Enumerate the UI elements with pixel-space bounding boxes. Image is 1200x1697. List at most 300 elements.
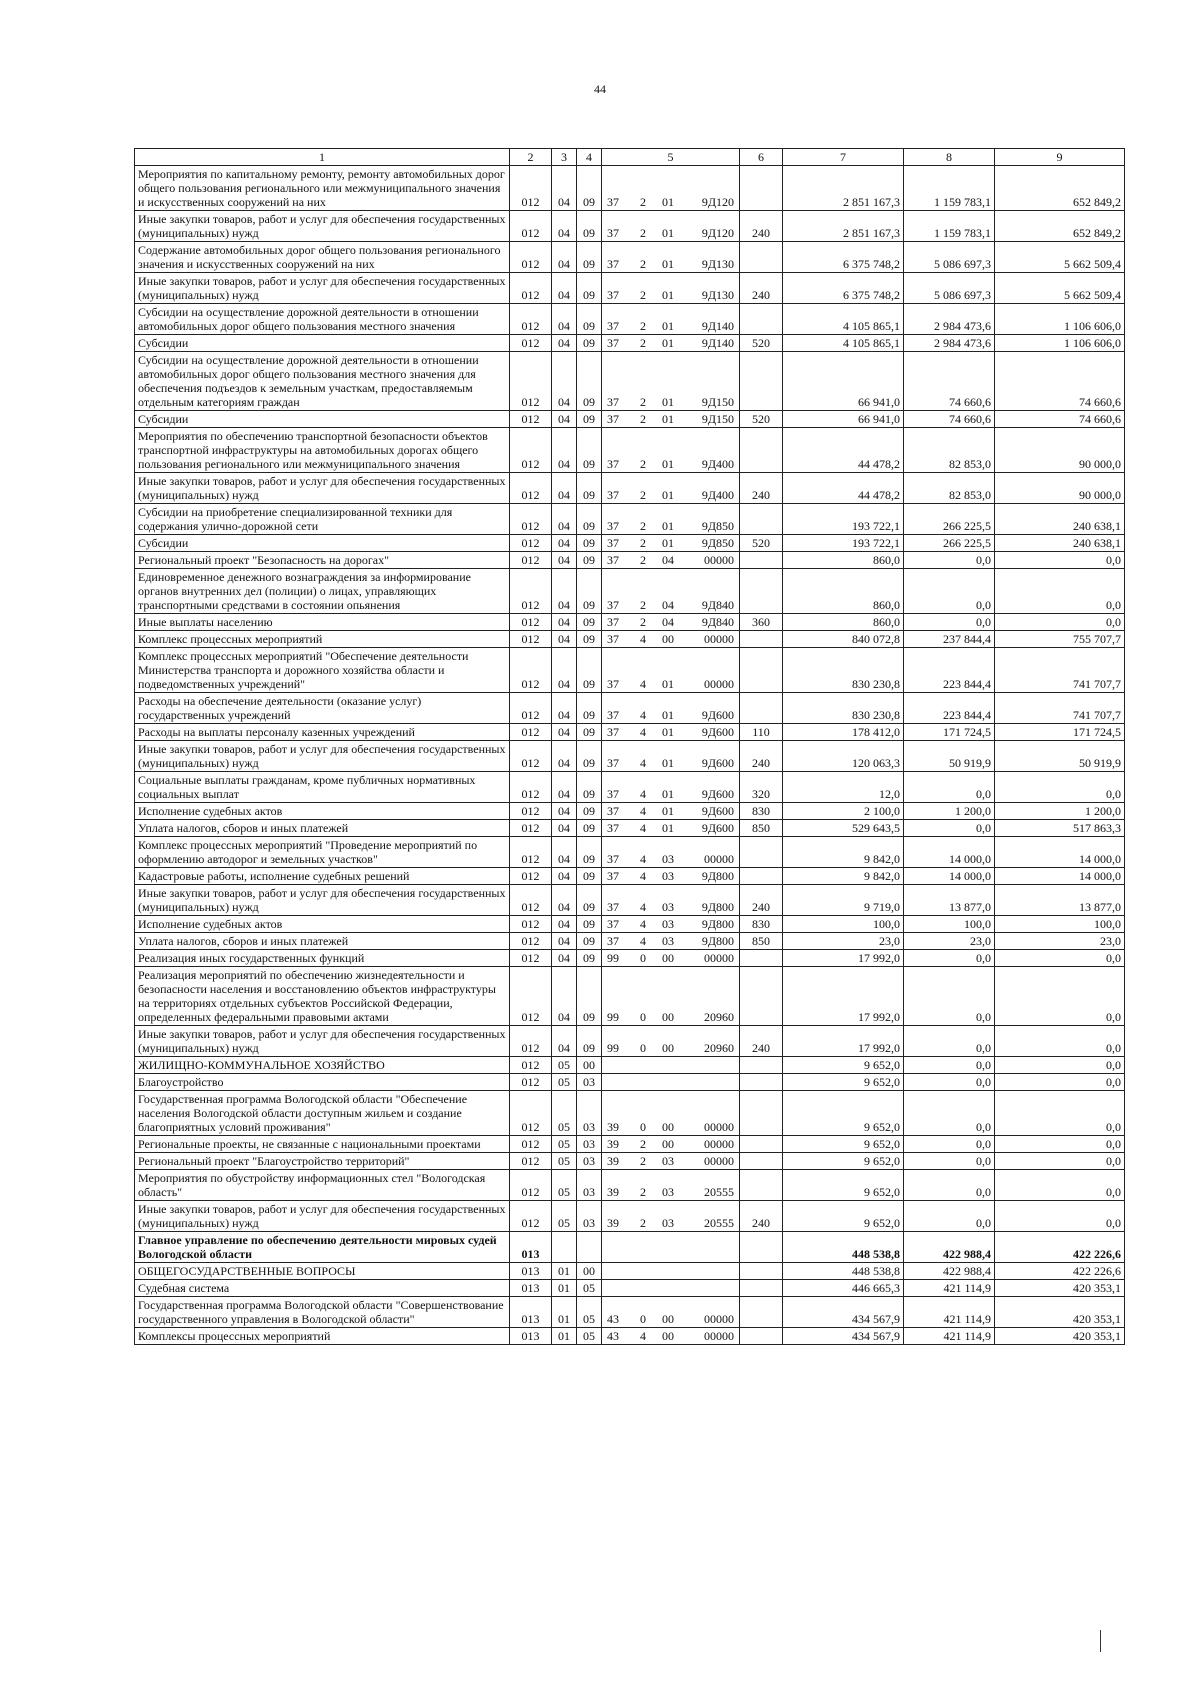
expense-type-code: 110 (740, 724, 783, 741)
amount-year-1: 860,0 (783, 614, 904, 631)
target-article-code (602, 166, 740, 211)
table-row (135, 693, 1125, 724)
expense-type-code (740, 693, 783, 724)
target-article-part: 01 (662, 756, 674, 770)
target-article-part: 2 (640, 1154, 646, 1168)
expense-type-code (740, 352, 783, 411)
amount-year-3: 100,0 (995, 916, 1125, 933)
row-name: Субсидии (135, 411, 510, 428)
row-name: Иные закупки товаров, работ и услуг для обеспечения государственных (муниципальных) нужд (135, 473, 510, 504)
section-code: 04 (552, 820, 577, 837)
amount-year-3: 652 849,2 (995, 166, 1125, 211)
target-article-part: 03 (662, 917, 674, 931)
subsection-code: 00 (577, 1263, 602, 1280)
target-article-part: 00000 (704, 632, 734, 646)
section-code: 04 (552, 304, 577, 335)
target-article-part: 37 (607, 457, 619, 471)
amount-year-1: 23,0 (783, 933, 904, 950)
amount-year-3: 1 106 606,0 (995, 304, 1125, 335)
target-article-part: 37 (607, 412, 619, 426)
target-article-part: 2 (640, 319, 646, 333)
table-row (135, 631, 1125, 648)
row-name: Региональный проект "Благоустройство территорий" (135, 1153, 510, 1170)
target-article-part: 9Д850 (701, 536, 734, 550)
subsection-code: 03 (577, 1153, 602, 1170)
table-row (135, 1201, 1125, 1232)
amount-year-1: 12,0 (783, 772, 904, 803)
table-row (135, 428, 1125, 473)
expense-type-code: 830 (740, 803, 783, 820)
amount-year-1: 4 105 865,1 (783, 304, 904, 335)
amount-year-1: 17 992,0 (783, 1026, 904, 1057)
target-article-code (602, 1280, 740, 1297)
expense-type-code: 240 (740, 1026, 783, 1057)
margin-mark (1100, 1630, 1101, 1652)
target-article-part: 01 (662, 257, 674, 271)
expense-type-code (740, 1263, 783, 1280)
row-name: Комплекс процессных мероприятий (135, 631, 510, 648)
target-article-part: 01 (662, 412, 674, 426)
amount-year-2: 0,0 (904, 967, 995, 1026)
section-code: 05 (552, 1091, 577, 1136)
budget-table (134, 148, 1125, 1345)
header-cell: 4 (577, 149, 602, 166)
amount-year-3: 0,0 (995, 1170, 1125, 1201)
amount-year-3: 0,0 (995, 772, 1125, 803)
amount-year-1: 446 665,3 (783, 1280, 904, 1297)
subsection-code: 09 (577, 273, 602, 304)
target-article-code (602, 693, 740, 724)
section-code: 04 (552, 335, 577, 352)
amount-year-1: 120 063,3 (783, 741, 904, 772)
target-article-part: 4 (640, 632, 646, 646)
target-article-code (602, 1074, 740, 1091)
target-article-part: 01 (662, 821, 674, 835)
amount-year-3: 0,0 (995, 1091, 1125, 1136)
target-article-code (602, 820, 740, 837)
table-row (135, 933, 1125, 950)
table-row (135, 803, 1125, 820)
amount-year-3: 0,0 (995, 1136, 1125, 1153)
ministry-code: 013 (510, 1232, 552, 1263)
row-name: Иные закупки товаров, работ и услуг для обеспечения государственных (муниципальных) нужд (135, 741, 510, 772)
target-article-part: 0 (640, 1041, 646, 1055)
amount-year-1: 2 100,0 (783, 803, 904, 820)
amount-year-2: 82 853,0 (904, 473, 995, 504)
target-article-part: 01 (662, 488, 674, 502)
section-code: 01 (552, 1297, 577, 1328)
amount-year-2: 23,0 (904, 933, 995, 950)
subsection-code: 09 (577, 741, 602, 772)
table-row (135, 820, 1125, 837)
target-article-part: 0 (640, 1312, 646, 1326)
target-article-part: 37 (607, 395, 619, 409)
target-article-part: 4 (640, 787, 646, 801)
target-article-code (602, 950, 740, 967)
section-code: 04 (552, 631, 577, 648)
amount-year-3: 171 724,5 (995, 724, 1125, 741)
table-row (135, 1153, 1125, 1170)
subsection-code: 09 (577, 166, 602, 211)
section-code: 04 (552, 868, 577, 885)
target-article-part: 9Д150 (701, 395, 734, 409)
target-article-part: 01 (662, 677, 674, 691)
amount-year-2: 0,0 (904, 820, 995, 837)
target-article-code (602, 335, 740, 352)
target-article-part: 01 (662, 288, 674, 302)
section-code: 04 (552, 916, 577, 933)
amount-year-1: 860,0 (783, 552, 904, 569)
target-article-part: 00 (662, 1120, 674, 1134)
target-article-part: 2 (640, 1137, 646, 1151)
target-article-part: 9Д150 (701, 412, 734, 426)
ministry-code: 012 (510, 552, 552, 569)
row-name: Социальные выплаты гражданам, кроме публичных нормативных социальных выплат (135, 772, 510, 803)
target-article-part: 37 (607, 632, 619, 646)
row-name: Иные закупки товаров, работ и услуг для обеспечения государственных (муниципальных) нужд (135, 1201, 510, 1232)
target-article-part: 01 (662, 804, 674, 818)
ministry-code: 012 (510, 335, 552, 352)
table-row (135, 837, 1125, 868)
table-row (135, 1328, 1125, 1345)
row-name: Региональные проекты, не связанные с национальными проектами (135, 1136, 510, 1153)
amount-year-2: 0,0 (904, 1201, 995, 1232)
table-row (135, 552, 1125, 569)
table-row (135, 569, 1125, 614)
table-row (135, 1074, 1125, 1091)
amount-year-1: 860,0 (783, 569, 904, 614)
amount-year-2: 266 225,5 (904, 535, 995, 552)
ministry-code: 012 (510, 428, 552, 473)
target-article-part: 01 (662, 226, 674, 240)
amount-year-2: 0,0 (904, 772, 995, 803)
row-name: Субсидии на осуществление дорожной деятельности в отношении автомобильных дорог общего пользования местного значения (135, 304, 510, 335)
ministry-code: 012 (510, 411, 552, 428)
target-article-part: 2 (640, 553, 646, 567)
target-article-part: 00000 (704, 553, 734, 567)
amount-year-2: 0,0 (904, 552, 995, 569)
target-article-code (602, 933, 740, 950)
header-cell: 3 (552, 149, 577, 166)
table-row (135, 885, 1125, 916)
subsection-code: 09 (577, 631, 602, 648)
amount-year-1: 434 567,9 (783, 1328, 904, 1345)
subsection-code: 09 (577, 916, 602, 933)
target-article-code (602, 1170, 740, 1201)
row-name: Субсидии (135, 535, 510, 552)
target-article-part: 00 (662, 1137, 674, 1151)
expense-type-code (740, 1232, 783, 1263)
ministry-code: 012 (510, 724, 552, 741)
section-code: 05 (552, 1057, 577, 1074)
expense-type-code: 240 (740, 885, 783, 916)
expense-type-code (740, 242, 783, 273)
subsection-code: 03 (577, 1201, 602, 1232)
expense-type-code: 850 (740, 820, 783, 837)
target-article-part: 99 (607, 1010, 619, 1024)
amount-year-2: 223 844,4 (904, 693, 995, 724)
target-article-part: 04 (662, 553, 674, 567)
ministry-code: 012 (510, 885, 552, 916)
section-code: 04 (552, 724, 577, 741)
subsection-code (577, 1232, 602, 1263)
target-article-code (602, 211, 740, 242)
table-row (135, 1170, 1125, 1201)
amount-year-3: 0,0 (995, 1153, 1125, 1170)
target-article-part: 37 (607, 226, 619, 240)
table-row (135, 1057, 1125, 1074)
target-article-part: 37 (607, 934, 619, 948)
section-code: 04 (552, 166, 577, 211)
section-code: 04 (552, 967, 577, 1026)
amount-year-3: 240 638,1 (995, 504, 1125, 535)
amount-year-2: 421 114,9 (904, 1328, 995, 1345)
table-row (135, 166, 1125, 211)
target-article-part: 03 (662, 869, 674, 883)
target-article-part: 01 (662, 336, 674, 350)
expense-type-code (740, 1328, 783, 1345)
expense-type-code (740, 504, 783, 535)
row-name: Субсидии на осуществление дорожной деятельности в отношении автомобильных дорог общего пользования местного значения для обеспечения подъездов к земельным участкам, предоставляемым отдельным категориям граждан (135, 352, 510, 411)
target-article-part: 9Д140 (701, 319, 734, 333)
amount-year-2: 0,0 (904, 1074, 995, 1091)
section-code: 05 (552, 1201, 577, 1232)
amount-year-3: 1 106 606,0 (995, 335, 1125, 352)
amount-year-3: 0,0 (995, 569, 1125, 614)
amount-year-2: 421 114,9 (904, 1297, 995, 1328)
target-article-part: 4 (640, 677, 646, 691)
target-article-part: 37 (607, 869, 619, 883)
target-article-part: 37 (607, 725, 619, 739)
ministry-code: 012 (510, 950, 552, 967)
expense-type-code (740, 166, 783, 211)
section-code: 04 (552, 933, 577, 950)
target-article-part: 2 (640, 488, 646, 502)
target-article-part: 20555 (704, 1216, 734, 1230)
target-article-part: 01 (662, 457, 674, 471)
row-name: Расходы на обеспечение деятельности (оказание услуг) государственных учреждений (135, 693, 510, 724)
section-code: 04 (552, 473, 577, 504)
amount-year-3: 90 000,0 (995, 428, 1125, 473)
subsection-code: 09 (577, 950, 602, 967)
target-article-part: 4 (640, 708, 646, 722)
target-article-part: 00000 (704, 677, 734, 691)
target-article-part: 9Д600 (701, 708, 734, 722)
target-article-part: 9Д600 (701, 725, 734, 739)
subsection-code: 09 (577, 552, 602, 569)
target-article-part: 00000 (704, 1154, 734, 1168)
section-code: 04 (552, 648, 577, 693)
target-article-part: 01 (662, 319, 674, 333)
amount-year-3: 652 849,2 (995, 211, 1125, 242)
target-article-part: 39 (607, 1137, 619, 1151)
target-article-part: 2 (640, 1185, 646, 1199)
amount-year-1: 66 941,0 (783, 352, 904, 411)
ministry-code: 012 (510, 803, 552, 820)
header-cell: 8 (904, 149, 995, 166)
table-row (135, 1091, 1125, 1136)
row-name: Комплекс процессных мероприятий "Проведение мероприятий по оформлению автодорог и земельных участков" (135, 837, 510, 868)
section-code: 04 (552, 504, 577, 535)
section-code: 04 (552, 242, 577, 273)
expense-type-code: 520 (740, 335, 783, 352)
target-article-part: 4 (640, 1329, 646, 1343)
target-article-part: 37 (607, 257, 619, 271)
section-code: 04 (552, 569, 577, 614)
ministry-code: 013 (510, 1297, 552, 1328)
ministry-code: 012 (510, 535, 552, 552)
subsection-code: 09 (577, 820, 602, 837)
ministry-code: 012 (510, 569, 552, 614)
target-article-part: 37 (607, 756, 619, 770)
target-article-part: 00000 (704, 852, 734, 866)
ministry-code: 012 (510, 1153, 552, 1170)
subsection-code: 09 (577, 304, 602, 335)
row-name: Комплексы процессных мероприятий (135, 1328, 510, 1345)
page-number: 44 (594, 82, 606, 96)
amount-year-1: 9 652,0 (783, 1057, 904, 1074)
section-code: 04 (552, 803, 577, 820)
target-article-code (602, 1232, 740, 1263)
amount-year-3: 420 353,1 (995, 1280, 1125, 1297)
target-article-part: 2 (640, 195, 646, 209)
subsection-code: 03 (577, 1091, 602, 1136)
target-article-code (602, 1091, 740, 1136)
amount-year-1: 9 652,0 (783, 1136, 904, 1153)
target-article-part: 4 (640, 756, 646, 770)
expense-type-code (740, 1136, 783, 1153)
amount-year-3: 0,0 (995, 950, 1125, 967)
amount-year-2: 2 984 473,6 (904, 304, 995, 335)
target-article-part: 9Д130 (701, 288, 734, 302)
ministry-code: 012 (510, 648, 552, 693)
amount-year-1: 9 719,0 (783, 885, 904, 916)
amount-year-3: 755 707,7 (995, 631, 1125, 648)
table-row (135, 352, 1125, 411)
row-name: Реализация иных государственных функций (135, 950, 510, 967)
amount-year-2: 0,0 (904, 569, 995, 614)
expense-type-code (740, 967, 783, 1026)
target-article-part: 9Д600 (701, 821, 734, 835)
section-code (552, 1232, 577, 1263)
amount-year-2: 422 988,4 (904, 1232, 995, 1263)
target-article-part: 4 (640, 869, 646, 883)
header-cell: 9 (995, 149, 1125, 166)
expense-type-code (740, 868, 783, 885)
subsection-code: 09 (577, 428, 602, 473)
expense-type-code (740, 1170, 783, 1201)
ministry-code: 012 (510, 211, 552, 242)
section-code: 04 (552, 885, 577, 916)
amount-year-1: 17 992,0 (783, 950, 904, 967)
row-name: Иные выплаты населению (135, 614, 510, 631)
target-article-code (602, 837, 740, 868)
amount-year-3: 741 707,7 (995, 648, 1125, 693)
amount-year-2: 13 877,0 (904, 885, 995, 916)
target-article-part: 9Д800 (701, 869, 734, 883)
section-code: 04 (552, 1026, 577, 1057)
target-article-part: 2 (640, 257, 646, 271)
target-article-part: 0 (640, 1010, 646, 1024)
amount-year-2: 0,0 (904, 1136, 995, 1153)
section-code: 04 (552, 772, 577, 803)
row-name: Мероприятия по капитальному ремонту, ремонту автомобильных дорог общего пользования регионального или межмуниципального значения и искусственных сооружений на них (135, 166, 510, 211)
target-article-part: 9Д840 (701, 598, 734, 612)
amount-year-1: 44 478,2 (783, 473, 904, 504)
expense-type-code (740, 631, 783, 648)
amount-year-2: 14 000,0 (904, 837, 995, 868)
amount-year-2: 50 919,9 (904, 741, 995, 772)
amount-year-1: 44 478,2 (783, 428, 904, 473)
expense-type-code (740, 569, 783, 614)
target-article-part: 2 (640, 598, 646, 612)
target-article-part: 00000 (704, 1137, 734, 1151)
target-article-code (602, 631, 740, 648)
subsection-code: 09 (577, 868, 602, 885)
section-code: 04 (552, 552, 577, 569)
target-article-part: 00000 (704, 1312, 734, 1326)
header-cell: 6 (740, 149, 783, 166)
amount-year-2: 0,0 (904, 1091, 995, 1136)
amount-year-2: 237 844,4 (904, 631, 995, 648)
target-article-part: 37 (607, 598, 619, 612)
target-article-part: 37 (607, 195, 619, 209)
table-row (135, 535, 1125, 552)
amount-year-1: 193 722,1 (783, 504, 904, 535)
target-article-part: 04 (662, 598, 674, 612)
amount-year-3: 0,0 (995, 967, 1125, 1026)
target-article-part: 43 (607, 1329, 619, 1343)
target-article-part: 4 (640, 917, 646, 931)
amount-year-1: 6 375 748,2 (783, 242, 904, 273)
row-name: Комплекс процессных мероприятий "Обеспечение деятельности Министерства транспорта и дорожного хозяйства области и подведомственных учреждений" (135, 648, 510, 693)
ministry-code: 012 (510, 304, 552, 335)
target-article-part: 00 (662, 951, 674, 965)
row-name: Единовременное денежного вознаграждения за информирование органов внутренних дел (полиции) о лицах, управляющих транспортными средствами в состоянии опьянения (135, 569, 510, 614)
subsection-code: 09 (577, 967, 602, 1026)
expense-type-code: 240 (740, 473, 783, 504)
target-article-code (602, 803, 740, 820)
target-article-code (602, 304, 740, 335)
target-article-code (602, 916, 740, 933)
amount-year-3: 5 662 509,4 (995, 273, 1125, 304)
target-article-part: 20960 (704, 1010, 734, 1024)
target-article-part: 9Д800 (701, 900, 734, 914)
section-code: 01 (552, 1328, 577, 1345)
amount-year-2: 0,0 (904, 1026, 995, 1057)
amount-year-1: 830 230,8 (783, 648, 904, 693)
target-article-part: 37 (607, 804, 619, 818)
amount-year-1: 9 652,0 (783, 1074, 904, 1091)
amount-year-3: 420 353,1 (995, 1328, 1125, 1345)
table-row (135, 211, 1125, 242)
target-article-code (602, 1136, 740, 1153)
expense-type-code (740, 1057, 783, 1074)
subsection-code: 03 (577, 1170, 602, 1201)
target-article-code (602, 1263, 740, 1280)
target-article-part: 37 (607, 288, 619, 302)
target-article-code (602, 411, 740, 428)
section-code: 04 (552, 352, 577, 411)
amount-year-3: 0,0 (995, 1074, 1125, 1091)
amount-year-3: 240 638,1 (995, 535, 1125, 552)
section-code: 04 (552, 614, 577, 631)
section-code: 04 (552, 535, 577, 552)
target-article-part: 39 (607, 1154, 619, 1168)
target-article-part: 37 (607, 917, 619, 931)
subsection-code: 05 (577, 1297, 602, 1328)
amount-year-2: 100,0 (904, 916, 995, 933)
